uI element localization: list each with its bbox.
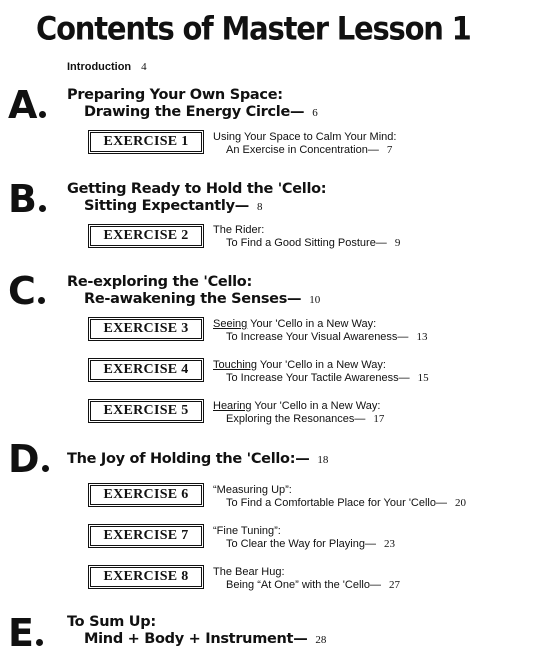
introduction-entry bbox=[67, 61, 147, 73]
exercise-box-8: EXERCISE 8 bbox=[90, 567, 202, 587]
exercise-subtitle: To Increase Your Visual Awareness— bbox=[226, 331, 409, 343]
exercise-title: Your 'Cello in a New Way: bbox=[251, 400, 381, 412]
section-heading-d bbox=[67, 451, 328, 469]
exercise-title-keyword: Seeing bbox=[213, 318, 248, 330]
section-letter-c: C bbox=[8, 272, 45, 310]
exercise-box-5: EXERCISE 5 bbox=[90, 401, 202, 421]
section-page: 18 bbox=[317, 454, 329, 466]
exercise-page: 20 bbox=[455, 497, 466, 509]
exercise-page: 13 bbox=[416, 331, 428, 343]
exercise-box-3: EXERCISE 3 bbox=[90, 319, 202, 339]
exercise-subtitle: To Clear the Way for Playing— bbox=[226, 538, 376, 550]
section-letter-d: D bbox=[8, 440, 49, 478]
section-heading-line2: Re-awakening the Senses— bbox=[84, 291, 302, 307]
section-page: 10 bbox=[309, 294, 321, 306]
section-letter-a: A bbox=[8, 86, 46, 124]
exercise-subtitle: An Exercise in Concentration— bbox=[226, 144, 379, 156]
exercise-subtitle: Being “At One” with the 'Cello— bbox=[226, 579, 381, 591]
section-heading-e bbox=[67, 614, 326, 649]
exercise-title: The Rider: bbox=[213, 224, 265, 236]
exercise-title: Your 'Cello in a New Way: bbox=[257, 359, 386, 371]
exercise-page: 15 bbox=[417, 372, 429, 384]
section-heading-line1: Getting Ready to Hold the 'Cello: bbox=[67, 181, 327, 197]
section-heading-line1: To Sum Up: bbox=[67, 614, 156, 630]
exercise-title: Using Your Space to Calm Your Mind: bbox=[213, 131, 397, 143]
exercise-entry-8 bbox=[213, 566, 400, 592]
section-heading-line2: Drawing the Energy Circle— bbox=[84, 104, 305, 120]
exercise-subtitle: Exploring the Resonances— bbox=[226, 413, 366, 425]
section-heading-a bbox=[67, 87, 318, 122]
exercise-entry-7 bbox=[213, 525, 395, 551]
exercise-entry-2 bbox=[213, 224, 400, 250]
exercise-box-4: EXERCISE 4 bbox=[90, 360, 202, 380]
section-heading-line1: Preparing Your Own Space: bbox=[67, 87, 283, 103]
section-page: 6 bbox=[312, 107, 318, 119]
exercise-page: 9 bbox=[394, 237, 401, 249]
exercise-page: 7 bbox=[386, 144, 393, 156]
introduction-page: 4 bbox=[141, 61, 147, 73]
exercise-page: 23 bbox=[383, 538, 395, 550]
introduction-label: Introduction bbox=[67, 61, 132, 73]
exercise-title: Your 'Cello in a New Way: bbox=[247, 318, 377, 330]
page-title: Contents of Master Lesson 1 bbox=[36, 10, 471, 48]
section-heading-b bbox=[67, 181, 326, 216]
exercise-entry-4 bbox=[213, 359, 429, 385]
exercise-subtitle: To Increase Your Tactile Awareness— bbox=[226, 372, 410, 384]
exercise-entry-6 bbox=[213, 484, 466, 510]
exercise-entry-3 bbox=[213, 318, 427, 344]
exercise-page: 17 bbox=[373, 413, 385, 425]
exercise-title-keyword: Touching bbox=[213, 359, 258, 371]
exercise-title: The Bear Hug: bbox=[213, 566, 285, 578]
exercise-title: “Fine Tuning”: bbox=[213, 525, 281, 537]
section-heading-line1: Re-exploring the 'Cello: bbox=[67, 274, 252, 290]
exercise-box-2: EXERCISE 2 bbox=[90, 226, 202, 246]
exercise-entry-1 bbox=[213, 131, 396, 157]
exercise-title-keyword: Hearing bbox=[213, 400, 252, 412]
section-letter-e: E bbox=[8, 614, 43, 652]
section-heading-line2: Sitting Expectantly— bbox=[84, 198, 249, 214]
exercise-page: 27 bbox=[388, 579, 400, 591]
exercise-box-7: EXERCISE 7 bbox=[90, 526, 202, 546]
exercise-title: “Measuring Up”: bbox=[213, 484, 292, 496]
exercise-subtitle: To Find a Good Sitting Posture— bbox=[226, 237, 387, 249]
section-heading-line2: Mind + Body + Instrument— bbox=[84, 631, 308, 647]
exercise-box-1: EXERCISE 1 bbox=[90, 132, 202, 152]
section-letter-b: B bbox=[8, 180, 46, 218]
section-heading-line1: The Joy of Holding the 'Cello:— bbox=[67, 451, 310, 467]
exercise-entry-5 bbox=[213, 400, 384, 426]
section-heading-c bbox=[67, 274, 320, 309]
exercise-subtitle: To Find a Comfortable Place for Your 'Cello— bbox=[226, 497, 447, 509]
exercise-box-6: EXERCISE 6 bbox=[90, 485, 202, 505]
section-page: 28 bbox=[315, 634, 327, 646]
section-page: 8 bbox=[256, 201, 263, 213]
